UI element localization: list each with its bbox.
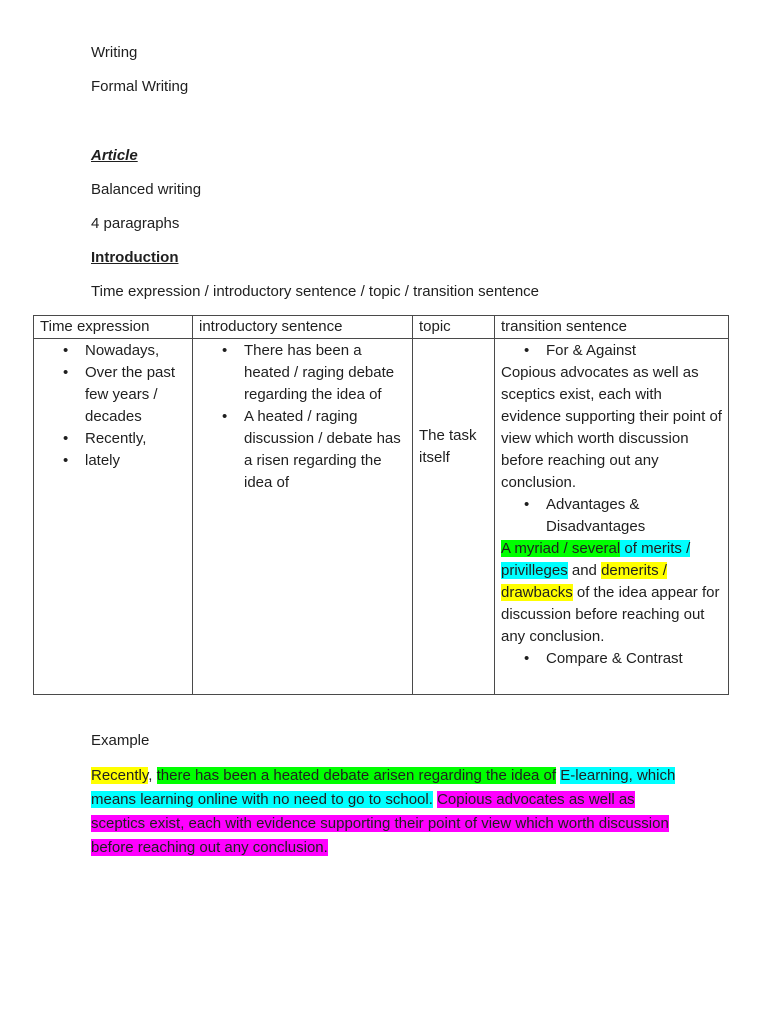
header-topic: topic: [413, 316, 495, 339]
example-transition-sentence: Copious advocates as well as sceptics exist, each with evidence supporting their point of view which worth discussion before reaching out any conclusion.: [91, 791, 669, 856]
article-heading: Article: [91, 147, 138, 164]
time-expression-cell: [34, 339, 193, 695]
highlight-green-text: A myriad / several: [501, 540, 621, 557]
plain-text: and: [567, 562, 602, 579]
list-item: • Over the past few years / decades: [85, 362, 186, 428]
introduction-table: [33, 315, 729, 695]
list-item: • For & Against: [546, 340, 722, 362]
transition-paragraph-1: Copious advocates as well as sceptics exist, each with evidence supporting their point of view which worth discussion before reaching out any conclusion.: [501, 364, 722, 491]
highlight-yellow-text: demerits / drawbacks: [501, 562, 667, 601]
transition-paragraph-2: [501, 538, 722, 648]
table-header-row: [34, 316, 729, 339]
transition-bullet-1: [501, 340, 722, 362]
plain-text: ,: [148, 767, 157, 784]
introduction-heading: Introduction: [91, 249, 179, 266]
example-introductory-sentence: there has been a heated debate arisen regarding the idea of: [156, 767, 557, 784]
table-body-row: [34, 339, 729, 695]
header-introductory-sentence: introductory sentence: [193, 316, 413, 339]
introductory-sentence-cell: [193, 339, 413, 695]
paragraphs-count-text: 4 paragraphs: [91, 215, 180, 232]
transition-sentence-cell: [495, 339, 729, 695]
header-transition-sentence: transition sentence: [495, 316, 729, 339]
topic-cell: [413, 339, 495, 695]
topic-text: The task itself: [419, 426, 477, 466]
doc-subtitle: Formal Writing: [91, 78, 189, 95]
list-item: • Recently,: [85, 428, 186, 450]
header-time-expression: Time expression: [34, 316, 193, 339]
introductory-sentence-list: [199, 340, 406, 494]
transition-bullet-3: [501, 648, 722, 670]
doc-title: Writing: [91, 44, 138, 61]
list-item: • A heated / raging discussion / debate has a risen regarding the idea of: [244, 406, 406, 494]
list-item: • Advantages & Disadvantages: [546, 494, 722, 538]
list-item: • Compare & Contrast: [546, 648, 722, 670]
list-item: • lately: [85, 450, 186, 472]
time-expression-list: [40, 340, 186, 472]
example-time-expression: Recently: [91, 767, 149, 784]
list-item: • There has been a heated / raging debate regarding the idea of: [244, 340, 406, 406]
highlight-cyan-text: of merits / privilleges: [501, 540, 691, 579]
example-label: Example: [91, 732, 150, 749]
structure-line: Time expression / introductory sentence / topic / transition sentence: [91, 283, 540, 300]
list-item: • Nowadays,: [85, 340, 186, 362]
balanced-writing-text: Balanced writing: [91, 181, 202, 198]
transition-bullet-2: [501, 494, 722, 538]
example-topic: E-learning, which means learning online with no need to go to school.: [91, 767, 676, 808]
plain-text: of the idea appear for discussion before reaching out any conclusion.: [501, 584, 720, 645]
example-paragraph: [91, 764, 691, 860]
